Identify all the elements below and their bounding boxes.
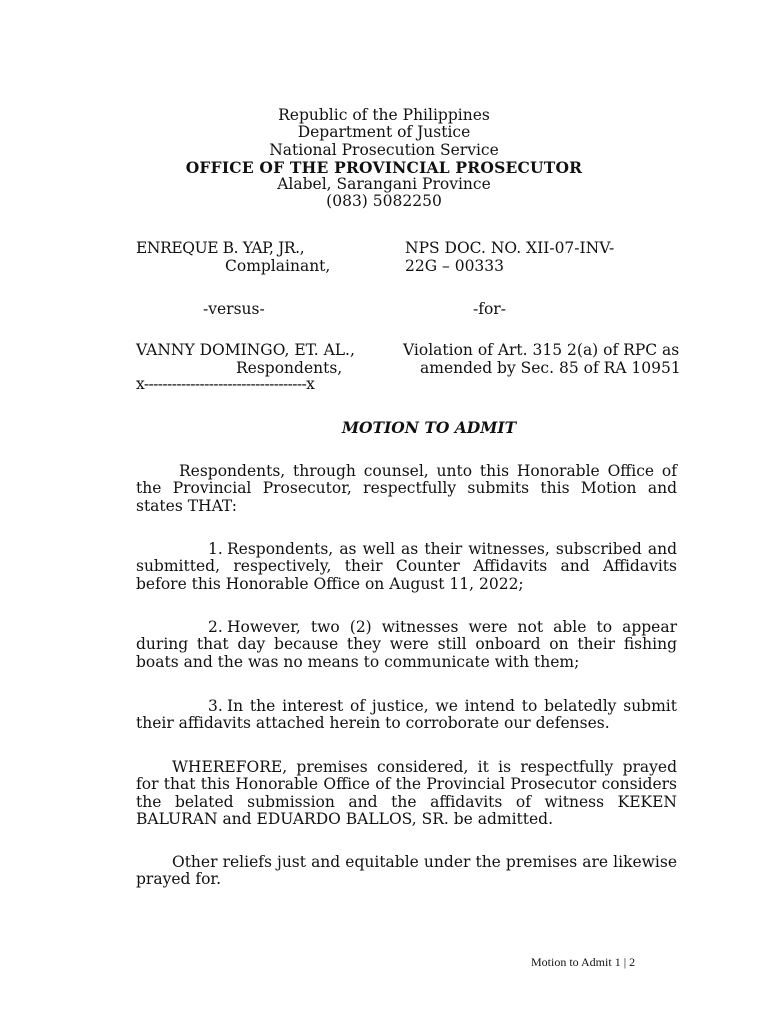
republic-line: Republic of the Philippines xyxy=(278,106,490,124)
office-phone: (083) 5082250 xyxy=(326,192,442,211)
doc-no-line2: 22G – 00333 xyxy=(405,257,505,275)
paragraph-number: 1. xyxy=(208,540,223,558)
numbered-paragraph-3 xyxy=(136,698,677,733)
footer-page-number: 1 xyxy=(614,955,621,969)
footer-total-pages: 2 xyxy=(629,955,636,969)
paragraph-text: Respondents, as well as their witnesses, subscribed and submitted, respectively, their Counter Affidavits and Affidavits before this Honorable Office on August 11, 2022; xyxy=(136,540,677,593)
for-label: -for- xyxy=(473,300,506,318)
motion-title: MOTION TO ADMIT xyxy=(341,418,517,437)
wherefore-paragraph: WHEREFORE, premises considered, it is respectfully prayed for that this Honorable Office of the Provincial Prosecutor considers the belated submission and the affidavits of witness KEKEN BALURAN and EDUARDO BALLOS, SR. be admitted. xyxy=(136,758,677,828)
service-line: National Prosecution Service xyxy=(269,140,499,159)
department-line: Department of Justice xyxy=(297,123,471,142)
office-address: Alabel, Sarangani Province xyxy=(277,175,491,194)
complainant-label: Complainant, xyxy=(225,257,331,275)
caption-separator: x-----------------------------------x xyxy=(136,375,315,393)
numbered-paragraph-2 xyxy=(136,619,677,671)
footer-separator: | xyxy=(620,955,630,969)
office-name: OFFICE OF THE PROVINCIAL PROSECUTOR xyxy=(185,157,583,177)
other-reliefs-paragraph: Other reliefs just and equitable under the premises are likewise prayed for. xyxy=(136,853,677,889)
versus-label: -versus- xyxy=(203,300,265,318)
doc-no-line1: NPS DOC. NO. XII-07-INV- xyxy=(405,239,615,257)
intro-paragraph: Respondents, through counsel, unto this Honorable Office of the Provincial Prosecutor, respectfully submits this Motion and states THAT: xyxy=(136,462,677,515)
letterhead xyxy=(0,107,768,211)
paragraph-number: 2. xyxy=(208,618,223,636)
footer-label: Motion to Admit xyxy=(531,955,612,969)
paragraph-text: In the interest of justice, we intend to belatedly submit their affidavits attached herein to corroborate our defenses. xyxy=(136,697,677,733)
paragraph-text: However, two (2) witnesses were not able to appear during that day because they were still onboard on their fishing boats and the was no means to communicate with them; xyxy=(136,618,677,671)
violation-line1: Violation of Art. 315 2(a) of RPC as xyxy=(403,341,680,359)
numbered-paragraph-1 xyxy=(136,541,677,593)
page-footer xyxy=(531,955,635,970)
paragraph-number: 3. xyxy=(208,697,223,715)
violation-line2: amended by Sec. 85 of RA 10951 xyxy=(420,359,681,377)
respondent-name: VANNY DOMINGO, ET. AL., xyxy=(136,341,355,359)
complainant-name: ENREQUE B. YAP, JR., xyxy=(136,239,305,257)
respondent-label: Respondents, xyxy=(236,359,343,377)
